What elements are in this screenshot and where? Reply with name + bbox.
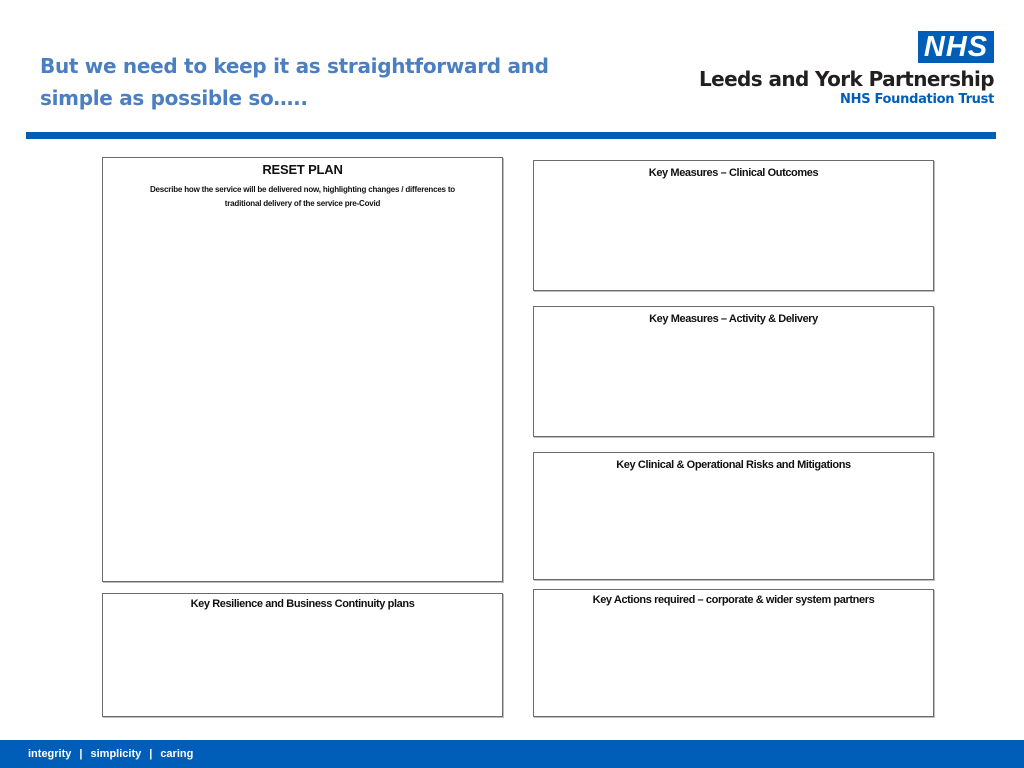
footer-value-integrity: integrity xyxy=(28,748,72,760)
slide-title xyxy=(40,50,560,114)
clinical-outcomes-panel xyxy=(533,160,934,291)
resilience-title: Key Resilience and Business Continuity plans xyxy=(190,598,415,610)
slide-title-line-1: But we need to keep it as straightforward and xyxy=(40,54,549,78)
reset-plan-title: RESET PLAN xyxy=(262,162,343,177)
footer-separator: | xyxy=(149,748,153,760)
risks-panel xyxy=(533,452,934,580)
nhs-logo-badge: NHS xyxy=(918,31,994,63)
risks-title: Key Clinical & Operational Risks and Mitigations xyxy=(616,459,851,471)
reset-plan-description-line-2: traditional delivery of the service pre-Covid xyxy=(224,199,381,208)
footer-bar xyxy=(0,740,1024,768)
activity-delivery-panel xyxy=(533,306,934,437)
footer-value-simplicity: simplicity xyxy=(90,748,142,760)
resilience-panel xyxy=(102,593,503,717)
activity-delivery-title: Key Measures – Activity & Delivery xyxy=(649,313,818,325)
reset-plan-description xyxy=(103,183,502,211)
clinical-outcomes-title: Key Measures – Clinical Outcomes xyxy=(648,167,819,179)
trust-name: Leeds and York Partnership xyxy=(698,67,994,91)
slide-title-line-2: simple as possible so….. xyxy=(40,86,308,110)
trust-subtitle: NHS Foundation Trust xyxy=(840,92,994,107)
actions-title: Key Actions required – corporate & wider system partners xyxy=(592,594,875,606)
actions-panel xyxy=(533,589,934,717)
reset-plan-panel xyxy=(102,157,503,582)
header-divider xyxy=(26,132,996,139)
reset-plan-description-line-1: Describe how the service will be delivered now, highlighting changes / differences to xyxy=(149,185,455,194)
nhs-trust-logo xyxy=(698,31,994,111)
footer-separator: | xyxy=(79,748,83,760)
footer-value-caring: caring xyxy=(160,748,194,760)
